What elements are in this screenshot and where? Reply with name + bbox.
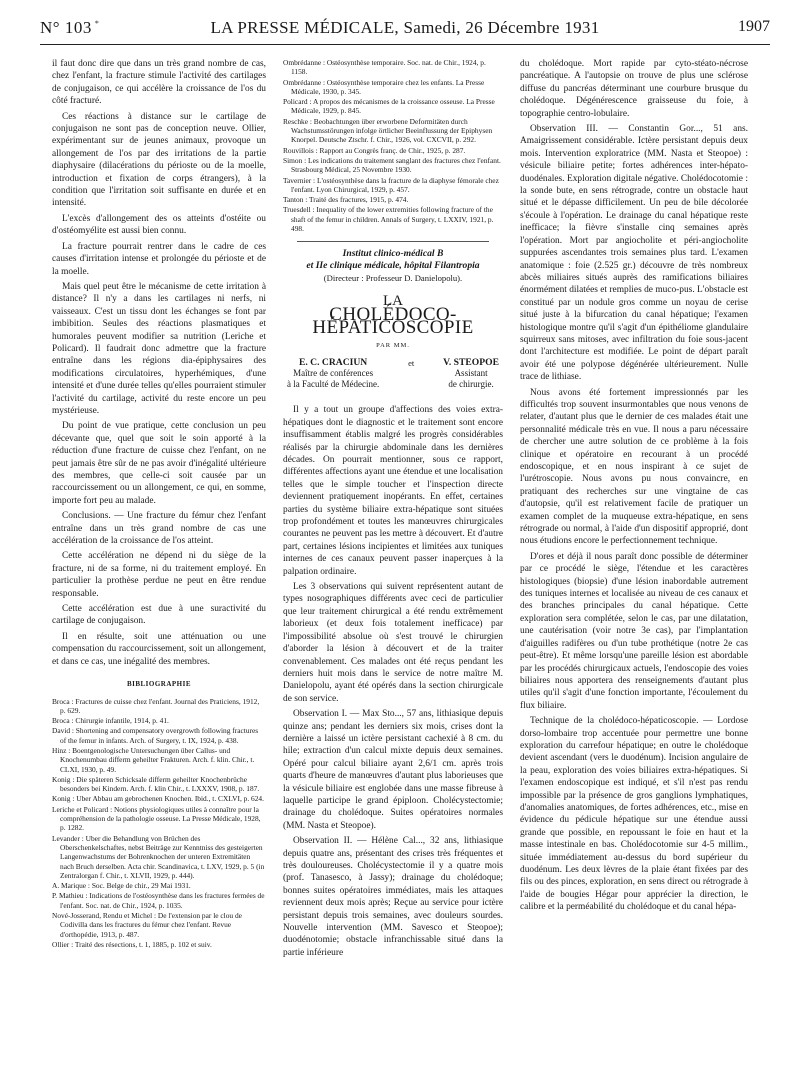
- paragraph: Les 3 observations qui suivent représentent autant de types nosographiques différents avec ceci de particulier que leur traitement chirurgical a été rendu extrêmement laborieux (et deux fois totalement inefficace) par l'impossibilité absolue où s'est trouvé le chirurgien d'aborder la lésion à découvert et de la traiter convenablement. Ces malades ont été reçus pendant les derniers huit mois dans le service de notre maître M. Danielopolu, ayant été opérés dans la section chirurgicale de son service.: [283, 582, 503, 704]
- bibliography-entry: David : Shortening and compensatory overgrowth following fractures of the femur in infants. Arch. of Surgery, t. IX, 1924, p. 438.: [52, 726, 259, 745]
- paragraph: du cholédoque. Mort rapide par cyto-stéato-nécrose pancréatique. A l'autopsie on trouve de plus une sclérose diffuse du pancréas déterminant une courbure brusque du cholédoque. Dégénérescence graisseuse du foie, à topographie centro-lobulaire.: [520, 59, 748, 119]
- column-right: [520, 58, 748, 917]
- bibliography-entry: P. Mathieu : Indications de l'ostéosynthèse dans les fractures fermées de l'enfant. Soc. nat. de Chir., 1924, p. 1035.: [52, 891, 265, 910]
- paragraph: L'excès d'allongement des os atteints d'ostéite ou d'ostéomyélite est aussi bien connu.: [52, 213, 266, 237]
- bibliography-entry: Reschke : Beobachtungen über erworbene Deformitäten durch Wachstumsstörungen infolge örtlicher Beeinflussung der Epiphysen Knorpel. Deutsche Ztschr. f. Chir., 1926, vol. CXCVII, p. 292.: [283, 116, 493, 145]
- author-steopoe: [443, 357, 499, 390]
- bibliography-entry: Simon : Les indications du traitement sanglant des fractures chez l'enfant. Strasbourg Médical, 25 Novembre 1930.: [283, 155, 501, 175]
- bibliography-entry: Tavernier : L'ostéosynthèse dans la fracture de la diaphyse fémorale chez l'enfant. Lyon Chirurgical, 1929, p. 457.: [283, 175, 499, 194]
- technique-paragraph: Technique de la cholédoco-hépaticoscopie. — Lordose dorso-lombaire trop accentuée pour permettre une bonne exploration du carrefour hépatique; en outre le cholédoque devient ascendant (vers le duodénum). Incision angulaire de la peau, exploration des voies biliaires extra-hépatiques. Si l'examen endoscopique est indiqué, et s'il n'est pas rendu impossible par la présence de gros ganglions lymphatiques, d'anomalies anatomiques, de fortes adhérences, etc., mise en évidence du pédicule hépatique sur une étendue aussi grande que possible, en repoussant le foie en haut et la masse intestinale en bas. Cholédocotomie sur 4-5 millim., située immédiatement au-dessus du bord supérieur du duodénum. Les deux lèvres de la plaie étant fixées par des fils ou des pinces, exploration, en sens direct ou rétrograde à l'aide de bougies Hégar pour apprécier la direction, le calibre et la perméabilité du cholédoque et du canal hépa-: [520, 716, 748, 913]
- institute-line: Institut clinico-médical B: [342, 248, 444, 260]
- conclusions-paragraph: Conclusions. — Une fracture du fémur chez l'enfant entraîne dans un très grand nombre de cas une accélération de la croissance de l'os atteint.: [52, 511, 266, 547]
- bibliography-entry: Broca : Chirurgie infantile, 1914, p. 41.: [52, 716, 169, 726]
- paragraph: Ces réactions à distance sur le cartilage de conjugaison ne sont pas de conception neuve. Ollier, expérimentant sur de jeunes animaux, provoque un allongement de l'os par des irritations de la partie diaphysaire (dilacérations du périoste ou de la moelle, introduction et fixation de corps étrangers), à la condition que l'irritation soit suffisante en durée et en intensité.: [52, 111, 266, 209]
- section-divider: [297, 241, 489, 242]
- institute-line: et IIe clinique médicale, hôpital Filantropia: [306, 260, 480, 272]
- bibliography-entry: Levander : Uber die Behandlung von Brüchen des Oberschenkelschaftes, nebst Beiträge zur Kenntniss des gesteigerten Langenwachstums der Bohrenknochen der unteren Extremitäten nach Bruch derselben. Acta chir. Scandinavica, t. LXV, 1929, p. 5 (in Zentralorgan f. Chir., t. XLVII, 1929, p. 444).: [52, 833, 265, 880]
- bibliography-entry: Ollier : Traité des résections, t. 1, 1885, p. 102 et suiv.: [52, 939, 212, 949]
- bibliography-entry: Ombrédanne : Ostéosynthèse temporaire chez les enfants. La Presse Médicale, 1930, p. 345.: [283, 77, 485, 96]
- observation-paragraph: Observation III. — Constantin Gor..., 51 ans. Amaigrissement considérable. Ictère persistant depuis deux mois. Intervention exploratrice (MM. Nasta et Steopoe) : vésicule biliaire petite; fortes adhérences inter-hépato-duodénales. Exploration digitale négative. Cholédocotomie : la sonde bute, en sens rétrograde, contre un obstacle haut situé et le dépasse difficilement. Un peu de bile décolorée s'écoule à l'opération. Le drainage du canal hépatique reste inefficace; la fièvre s'installe cinq semaines après l'opération. Mort par angiocholite et péri-angiocholite suppurées ascendantes trois semaines plus tard. L'examen anatomique : foie (2.525 gr.) découvre de très nombreux abcès miliaires situés auprès des ramifications biliaires énormément dilatées et remplies de muco-pus. L'obstacle est constitué par un nodule gros comme un noyau de cerise situé juste à la bifurcation du canal hépatique; l'examen histologique montre qu'il s'agit d'un épithéliome glandulaire squirreux sans mitoses, avec infiltration du foie sous-jacent dont l'architecture est modifiée. Le point de départ paraît avoir été une polypose dégénérée ultérieurement. Nulle trace de lithiase.: [520, 124, 748, 383]
- bibliography-entry: Hinz : Boentgenologische Untersuchungen über Callus- und Knochenumbau differm geheilter Frakturen. Arch. f. klin. Chir., t. CLXI, 1930, p. 49.: [52, 745, 255, 774]
- paragraph: il faut donc dire que dans un très grand nombre de cas, chez l'enfant, la fracture stimule l'activité des cartilages de conjugaison, ce qui accélère la croissance de l'os du côté fracturé.: [52, 59, 266, 107]
- paragraph: Il y a tout un groupe d'affections des voies extra-hépatiques dont le diagnostic et le traitement sont encore insuffisamment établis malgré les progrès considérables réalisés par la chirurgie abdominale dans les dernières décades. On pourrait mentionner, sous ce rapport, différentes affections ayant une étendue et une localisation telles que le simple toucher et l'inspection directe deviennent pratiquement inopérants. En effet, certaines parties du système biliaire extra-hépatique sont situées trop profondément et toutes les manœuvres chirurgicales courantes ne peuvent pas les mettre à découvert. Et d'autre part, certaines lésions incipientes et limitées aux tuniques internes de ces canaux peuvent passer inaperçues à la palpation ordinaire.: [283, 405, 503, 577]
- bibliography-entry: Ombrédanne : Ostéosynthèse temporaire. Soc. nat. de Chir., 1924, p. 1158.: [283, 58, 486, 77]
- director-line: (Directeur : Professeur D. Danielopolu).: [323, 273, 463, 284]
- page-header: [40, 14, 770, 45]
- bibliography-entry: Truesdell : Inequality of the lower extremities following fracture of the shaft of the femur in children. Annals of Surgery, t. LXXIV, 1921, p. 498.: [283, 205, 494, 234]
- paragraph: Cette accélération ne dépend ni du siège de la fracture, ni de sa forme, ni du traitement employé. En particulier la prothèse perdue ne peut en être rendue responsable.: [52, 551, 266, 599]
- bibliography-entry: A. Marique : Soc. Belge de chir., 29 Mai 1931.: [52, 881, 191, 891]
- article-title: CHOLÉDOCO-HÉPATICOSCOPIE: [312, 304, 474, 338]
- paragraph: La fracture pourrait rentrer dans le cadre de ces causes d'irritation intense et prolongée du périoste et de la moelle.: [52, 241, 266, 277]
- author-craciun: [287, 357, 379, 390]
- paragraph: Cette accélération est due à une suractivité du cartilage de conjugaison.: [52, 604, 266, 627]
- authors-block: [283, 357, 503, 390]
- column-middle: [283, 58, 503, 962]
- author-role: Assistant: [454, 368, 488, 379]
- bibliography-entry: Konig : Die späteren Schicksale differm geheilter Knochenbrüche besonders bei Kindern. Arch. f. klin Chir., t. LXXXV, 1908, p. 187.: [52, 774, 260, 794]
- article-title-prefix: LA: [383, 292, 403, 309]
- author-role: à la Faculté de Médecine.: [287, 379, 380, 390]
- bibliography-heading: BIBLIOGRAPHIE: [126, 680, 192, 689]
- issue-number: N° 103 *: [40, 18, 100, 37]
- bibliography-entry: Leriche et Policard : Notions physiologiques utiles à connaître pour la compréhension de la pathologie osseuse. La Presse Médicale, 1928, p. 1282.: [52, 804, 261, 833]
- bibliography-entry: Tanton : Traité des fractures, 1915, p. 474.: [283, 195, 409, 205]
- paragraph: D'ores et déjà il nous paraît donc possible de déterminer par ce procédé le siège, l'étendue et les caractères histologiques (biopsie) d'une lésion inabordable autrement des tuniques internes et localisée au niveau de ces canaux et des branches principales du canal hépatique. Cette exploration sera complétée, selon le cas, par une dilatation, une cautérisation (voir notre 3e cas), par l'implantation d'aiguilles radifères ou d'un tube prothétique (notre 2e cas peut-être). Et même lorsqu'une pareille lésion est abordable par les procédés chirurgicaux actuels, l'endoscopie des voies biliaires nous apportera des renseignements d'autant plus utiles qu'il s'agit d'une fonction importante, l'écoulement du flux biliaire.: [520, 551, 748, 711]
- author-name: V. STEOPOE: [443, 357, 499, 369]
- bibliography-entry: Nové-Josserand, Rendu et Michel : De l'extension par le clou de Codivilla dans les fractures du fémur chez l'enfant. Revue d'orthopédie, 1913, p. 487.: [52, 911, 242, 939]
- paragraph: Du point de vue pratique, cette conclusion un peu décevante que, quel que soit le soin apporté à la réduction d'une fracture de cuisse chez l'enfant, on ne peut jamais être sûr de ne pas avoir d'inégalité ultérieure des membres, que celle-ci soit causée par un raccourcissement ou un allongement, ce qui, en somme, importe fort peu au malade.: [52, 421, 266, 506]
- bibliography-entry: Konig : Uber Abbau am gebrochenen Knochen. Ibid., t. CXLVI, p. 624.: [52, 794, 264, 804]
- page-number: 1907: [738, 18, 770, 35]
- column-left: [52, 58, 266, 950]
- author-role: Maître de conférences: [293, 368, 374, 379]
- journal-title: LA PRESSE MÉDICALE, Samedi, 26 Décembre 1931: [210, 18, 600, 37]
- observation-paragraph: Observation II. — Hélène Cal..., 32 ans, lithiasique depuis quatre ans, présentant des crises très fréquentes et très douloureuses. Cholécystectomie il y a quatre mois (prof. Tanasesco, à Jassy); drainage du cholédoque; bonnes suites opératoires immédiates, mais les attaques reviennent deux mois après; Reçue au service pour ictère persistant depuis trois semaines, avec douleurs sourdes. Nouvelle intervention (MM. Savesco et Steopoe); duodénotomie; obstacle infranchissable situé dans la partie inférieure: [283, 836, 503, 958]
- bibliography-entry: Policard : A propos des mécanismes de la croissance osseuse. La Presse Médicale, 1929, p. 845.: [283, 97, 495, 116]
- paragraph: Mais quel peut être le mécanisme de cette irritation à distance? Il n'y a dans les cartilages ni nerfs, ni vaisseaux. C'est un tissu dont les échanges se font par imbibition. Seules des réactions plasmatiques et humorales peuvent modifier sa nutrition (Leriche et Policard). Il faudrait donc admettre que la fracture entraîne dans les régions dia-épiphysaires des modifications circulatoires, hyperhémiques, d'une intensité et d'une durée telles qu'elles pourraient stimuler l'activité du cartilage, activité du reste encore un peu mystérieuse.: [52, 281, 266, 416]
- authors-intro: PAR MM.: [376, 341, 410, 349]
- author-conjunction: et: [408, 358, 415, 369]
- bibliography-entry: Rouvillois : Rapport au Congrès franç. de Chir., 1925, p. 287.: [283, 145, 466, 155]
- author-name: E. C. CRACIUN: [298, 357, 368, 369]
- author-role: de chirurgie.: [448, 379, 494, 390]
- paragraph: Nous avons été fortement impressionnés par les difficultés trop souvent insurmontables que nous venons de relater, d'autant plus que le dernier de ces malades était une personnalité médicale très en vue. Il nous a paru nécessaire de chercher une autre solution de ce problème à la fois clinique et opératoire en recourant à un procédé endoscopique, et en nous inspirant à ce sujet de l'urétroscopie. Nous avons pu nous convaincre, en pratiquant des recherches sur une vingtaine de cas d'autopsie, qu'il est relativement facile de pratiquer un examen complet de la muqueuse extra-hépatique, en sens rétrograde ou normal, à l'aide d'un dispositif approprié, dont nous étudions encore le perfectionnement technique.: [520, 387, 748, 547]
- observation-paragraph: Observation I. — Max Sto..., 57 ans, lithiasique depuis quinze ans; pendant les derniers six mois, crises dont la dernière a laissé un ictère persistant cachexié à 8 cm. du hile; extraction d'un calcul mixte depuis deux semaines. Opéré pour calcul biliaire ayant 2,6/1 cm. après trois quarts d'heure de manœuvres d'autant plus laborieuses que la vésicule biliaire est englobée dans une masse fibreuse à laquelle participe le grand épiploon. Cholécystectomie; drainage du cholédoque. Suites opératoires normales (MM. Nasta et Steopoe).: [283, 709, 503, 831]
- bibliography-entry: Broca : Fractures de cuisse chez l'enfant. Journal des Praticiens, 1912, p. 629.: [52, 696, 260, 715]
- paragraph: Il en résulte, soit une atténuation ou une compensation du raccourcissement, soit un allongement, et dans ce cas, une inégalité des membres.: [52, 631, 266, 667]
